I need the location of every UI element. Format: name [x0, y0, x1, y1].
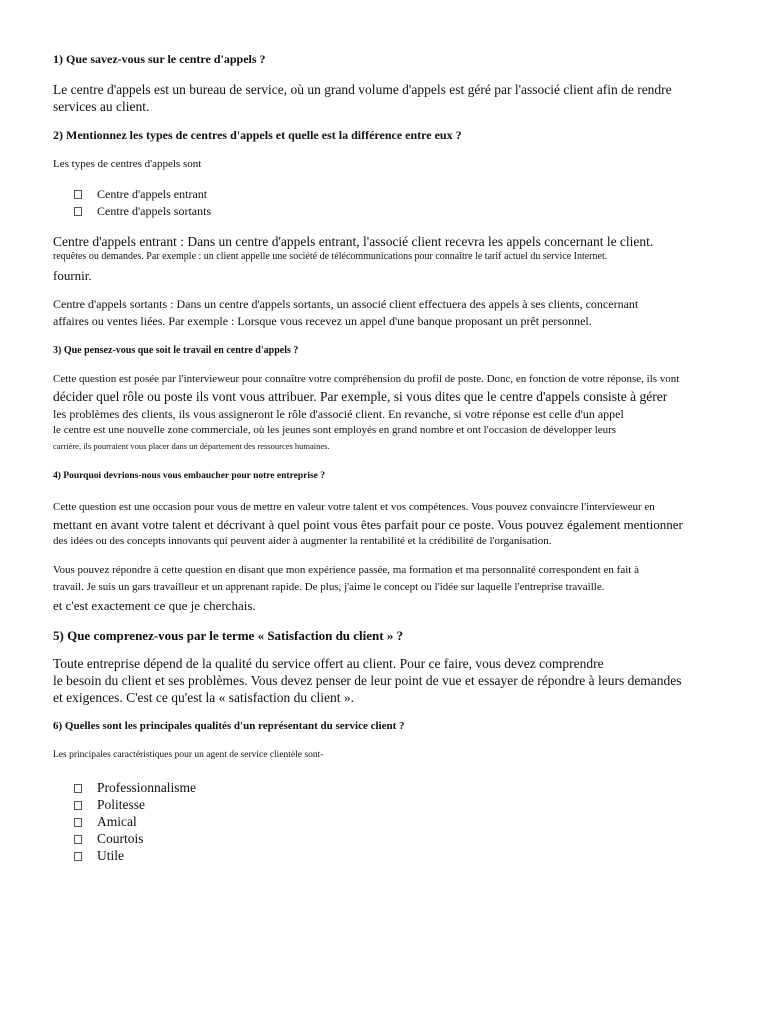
answer-5-line-1: Toute entreprise dépend de la qualité du service offert au client. Pour ce faire, vous devez comprendre	[53, 656, 604, 671]
answer-5-line-3: et exigences. C'est ce qu'est la « satisfaction du client ».	[53, 690, 355, 705]
list-item: Centre d'appels entrant	[74, 188, 207, 200]
answer-4b-line-2: travail. Je suis un gars travailleur et un apprenant rapide. De plus, j'aime le concept ou l'idée sur laquelle l'entreprise travaille.	[53, 581, 605, 593]
outbound-line-1: Centre d'appels sortants : Dans un centre d'appels sortants, un associé client effectuera des appels à ses clients, concernant	[53, 297, 639, 311]
inbound-line-2: requêtes ou demandes. Par exemple : un client appelle une société de télécommunications pour connaître le tarif actuel du service Internet.	[53, 251, 608, 262]
answer-3-line-4: le centre est une nouvelle zone commerciale, où les jeunes sont employés en grand nombre et ont l'occasion de développer leurs	[53, 424, 617, 436]
answer-4b-line-3: et c'est exactement ce que je cherchais.	[53, 598, 256, 613]
checkbox-bullet-icon	[74, 818, 82, 827]
answer-5-line-2: le besoin du client et ses problèmes. Vous devez penser de leur point de vue et essayer de répondre à leurs demandes	[53, 673, 682, 688]
checkbox-bullet-icon	[74, 835, 82, 844]
answer-6-intro: Les principales caractéristiques pour un agent de service clientèle sont-	[53, 750, 324, 760]
question-4-heading: 4) Pourquoi devrions-nous vous embaucher pour notre entreprise ?	[53, 471, 326, 481]
inbound-line-1: Centre d'appels entrant : Dans un centre d'appels entrant, l'associé client recevra les appels concernant le client.	[53, 234, 654, 249]
list-item: Amical	[74, 815, 137, 829]
answer-3-line-1: Cette question est posée par l'intervieweur pour connaître votre compréhension du profil de poste. Donc, en fonction de votre réponse, ils vont	[53, 373, 680, 385]
list-item: Utile	[74, 849, 124, 863]
answer-2-intro: Les types de centres d'appels sont	[53, 158, 202, 170]
checkbox-bullet-icon	[74, 852, 82, 861]
question-1-heading: 1) Que savez-vous sur le centre d'appels ?	[53, 52, 266, 66]
question-2-heading: 2) Mentionnez les types de centres d'appels et quelle est la différence entre eux ?	[53, 128, 462, 142]
answer-3-line-2: décider quel rôle ou poste ils vont vous attribuer. Par exemple, si vous dites que le centre d'appels consiste à gérer	[53, 389, 668, 404]
list-item: Professionnalisme	[74, 781, 196, 795]
answer-4-line-3: des idées ou des concepts innovants qui peuvent aider à augmenter la rentabilité et la crédibilité de l'organisation.	[53, 535, 552, 547]
question-3-heading: 3) Que pensez-vous que soit le travail en centre d'appels ?	[53, 345, 299, 356]
answer-1-line-1: Le centre d'appels est un bureau de service, où un grand volume d'appels est géré par l'associé client afin de rendre	[53, 82, 672, 97]
answer-4-line-2: mettant en avant votre talent et décrivant à quel point vous êtes parfait pour ce poste. Vous pouvez également mentionner	[53, 517, 683, 532]
answer-3-line-5: carrière, ils pourraient vous placer dans un département des ressources humaines.	[53, 441, 330, 451]
outbound-line-2: affaires ou ventes liées. Par exemple : Lorsque vous recevez un appel d'une banque proposant un prêt personnel.	[53, 314, 592, 328]
checkbox-bullet-icon	[74, 190, 82, 199]
list-item: Politesse	[74, 798, 145, 812]
answer-3-line-3: les problèmes des clients, ils vous assigneront le rôle d'associé client. En revanche, si votre réponse est celle d'un appel	[53, 407, 624, 421]
checkbox-bullet-icon	[74, 784, 82, 793]
list-item: Centre d'appels sortants	[74, 205, 211, 217]
answer-4-line-1: Cette question est une occasion pour vous de mettre en valeur votre talent et vos compétences. Vous pouvez convaincre l'intervieweur en	[53, 501, 655, 513]
inbound-line-3: fournir.	[53, 268, 92, 283]
question-5-heading: 5) Que comprenez-vous par le terme « Satisfaction du client » ?	[53, 628, 404, 643]
answer-1-line-2: services au client.	[53, 99, 150, 114]
checkbox-bullet-icon	[74, 207, 82, 216]
question-6-heading: 6) Quelles sont les principales qualités d'un représentant du service client ?	[53, 720, 405, 732]
checkbox-bullet-icon	[74, 801, 82, 810]
list-item: Courtois	[74, 832, 144, 846]
answer-4b-line-1: Vous pouvez répondre à cette question en disant que mon expérience passée, ma formation et ma personnalité correspondent en fait à	[53, 564, 639, 576]
